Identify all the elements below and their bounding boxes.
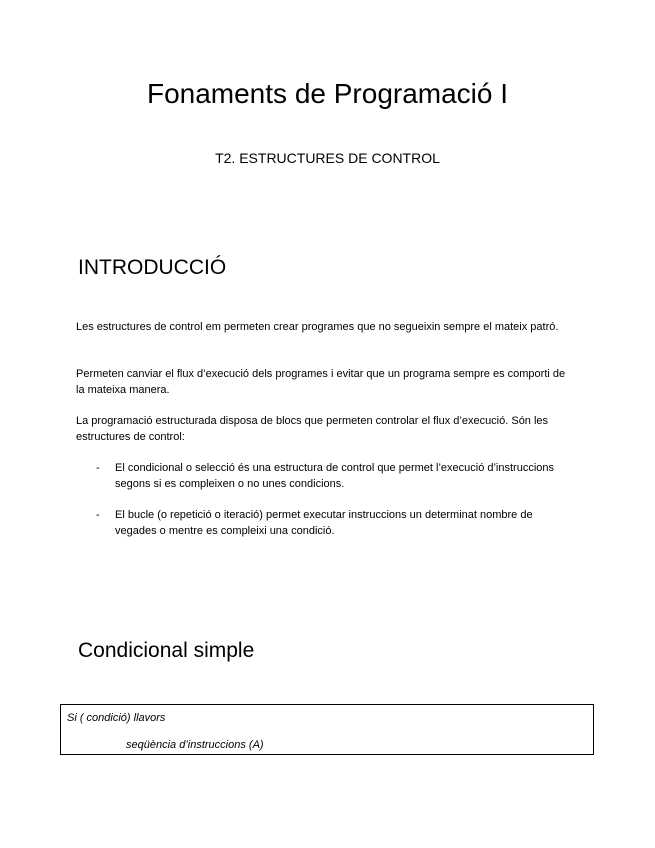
intro-paragraph-3: La programació estructurada disposa de blocs que permeten controlar el flux d’execució. Són les estructures de control: [76,415,549,443]
bullet-marker: - [96,509,100,521]
bullet-text-conditional: El condicional o selecció és una estructura de control que permet l’execució d’instruccions segons si es compleixen o no unes condicions. [115,462,555,490]
introduction-heading: INTRODUCCIÓ [78,256,227,279]
intro-paragraph-2: Permeten canviar el flux d’execució dels programes i evitar que un programa sempre es comporti de la mateixa manera. [76,368,566,396]
bullet-marker: - [96,462,100,474]
pseudocode-box [60,704,594,755]
bullet-text-loop: El bucle (o repetició o iteració) permet executar instruccions un determinat nombre de vegades o mentre es compleixi una condició. [115,509,533,537]
document-title: Fonaments de Programació I [146,78,509,109]
conditional-simple-heading: Condicional simple [78,639,255,662]
intro-paragraph-1: Les estructures de control em permeten crear programes que no segueixin sempre el mateix patró. [76,321,559,333]
pseudocode-line-sequence: seqüència d’instruccions (A) [126,739,264,751]
pseudocode-line-if: Si ( condició) llavors [67,712,166,724]
document-subtitle: T2. ESTRUCTURES DE CONTROL [215,150,440,166]
